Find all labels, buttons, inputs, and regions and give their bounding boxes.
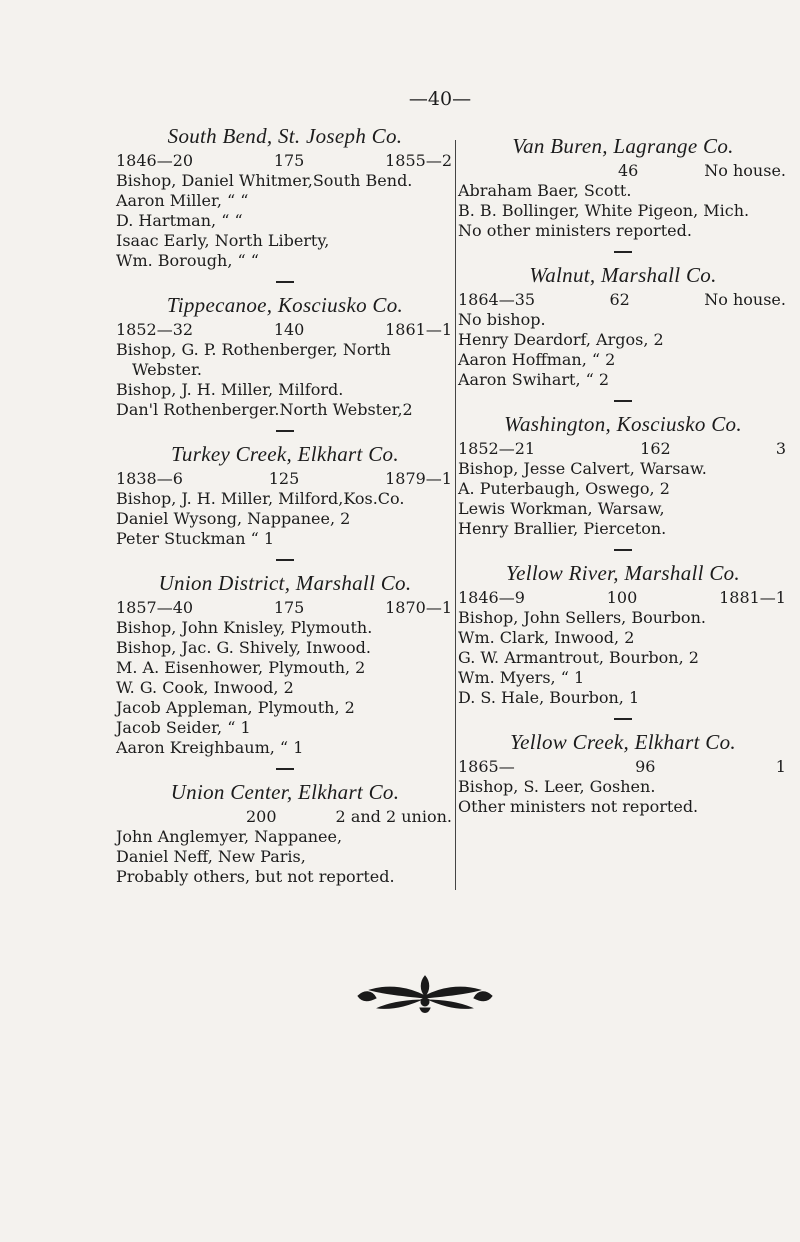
section-title: Union Center, Elkhart Co. xyxy=(170,780,400,804)
stat-founded: 1864—35 xyxy=(458,290,536,309)
minister-line: Bishop, Jesse Calvert, Warsaw. xyxy=(458,459,707,478)
minister-line: Dan'l Rothenberger.North Webster,2 xyxy=(116,400,413,419)
section-title: Yellow River, Marshall Co. xyxy=(506,561,740,585)
minister-line: Bishop, Jac. G. Shively, Inwood. xyxy=(116,638,371,657)
section-rule xyxy=(614,549,632,551)
minister-line: Other ministers not reported. xyxy=(458,797,699,816)
congregation-union-center xyxy=(116,780,454,887)
congregation-union-district xyxy=(116,571,454,758)
stat-founded: 1838—6 xyxy=(116,469,183,488)
section-title: Yellow Creek, Elkhart Co. xyxy=(510,730,736,754)
minister-line: Lewis Workman, Warsaw, xyxy=(458,499,665,518)
minister-line: Isaac Early, North Liberty, xyxy=(116,231,330,250)
section-stats xyxy=(458,439,788,459)
section-stats xyxy=(458,588,788,608)
section-rule xyxy=(276,430,294,432)
minister-line: No bishop. xyxy=(458,310,546,329)
minister-line: Aaron Swihart, “ 2 xyxy=(458,370,610,389)
minister-line: M. A. Eisenhower, Plymouth, 2 xyxy=(116,658,366,677)
section-rule xyxy=(276,281,294,283)
stat-members: 162 xyxy=(640,439,671,458)
minister-line: No other ministers reported. xyxy=(458,221,692,240)
stat-founded: 1846—20 xyxy=(116,151,194,170)
congregation-south-bend xyxy=(116,124,454,271)
stat-members: 175 xyxy=(273,151,305,170)
congregation-washington xyxy=(458,412,788,539)
section-stats xyxy=(116,151,454,171)
minister-line: Jacob Seider, “ 1 xyxy=(116,718,251,737)
section-stats xyxy=(458,290,788,310)
stat-members: 175 xyxy=(273,598,305,617)
minister-line: W. G. Cook, Inwood, 2 xyxy=(116,678,294,697)
stat-members: 62 xyxy=(609,290,630,309)
stat-houses: 1 xyxy=(775,757,786,776)
minister-line: John Anglemyer, Nappanee, xyxy=(116,827,343,846)
minister-line: Henry Deardorf, Argos, 2 xyxy=(458,330,664,349)
section-title: Tippecanoe, Kosciusko Co. xyxy=(166,293,404,317)
section-stats xyxy=(116,807,454,827)
section-title: South Bend, St. Joseph Co. xyxy=(167,124,403,148)
minister-line: A. Puterbaugh, Oswego, 2 xyxy=(458,479,670,498)
section-title: Van Buren, Lagrange Co. xyxy=(512,134,734,158)
stat-houses: 1870—1 xyxy=(385,598,452,617)
left-column xyxy=(116,124,454,897)
minister-line: Aaron Kreighbaum, “ 1 xyxy=(116,738,304,757)
minister-line: Abraham Baer, Scott. xyxy=(458,181,632,200)
minister-line: Wm. Borough, “ “ xyxy=(116,251,259,270)
stat-founded: 1865— xyxy=(458,757,515,776)
stat-houses: 1879—1 xyxy=(385,469,452,488)
section-rule xyxy=(614,251,632,253)
section-title: Union District, Marshall Co. xyxy=(158,571,412,595)
minister-line: Bishop, John Knisley, Plymouth. xyxy=(116,618,373,637)
stat-houses: 3 xyxy=(775,439,786,458)
stat-members: 100 xyxy=(606,588,638,607)
minister-line: Peter Stuckman “ 1 xyxy=(116,529,275,548)
minister-line: Daniel Neff, New Paris, xyxy=(116,847,306,866)
minister-line: Webster. xyxy=(132,360,202,379)
section-stats xyxy=(458,757,788,777)
stat-founded: 1846—9 xyxy=(458,588,525,607)
minister-line: Aaron Miller, “ “ xyxy=(116,191,249,210)
stat-members: 140 xyxy=(273,320,305,339)
section-rule xyxy=(614,718,632,720)
minister-line: Bishop, J. H. Miller, Milford,Kos.Co. xyxy=(116,489,405,508)
section-stats xyxy=(458,161,788,181)
section-rule xyxy=(614,400,632,402)
congregation-walnut xyxy=(458,263,788,390)
stat-houses: 2 and 2 union. xyxy=(335,807,452,826)
minister-line: Bishop, J. H. Miller, Milford. xyxy=(116,380,344,399)
minister-line: Aaron Hoffman, “ 2 xyxy=(458,350,616,369)
minister-line: Bishop, Daniel Whitmer,South Bend. xyxy=(116,171,413,190)
page-number: —40— xyxy=(408,88,472,110)
floral-ornament-icon xyxy=(350,968,500,1018)
stat-members: 96 xyxy=(635,757,656,776)
minister-line: G. W. Armantrout, Bourbon, 2 xyxy=(458,648,699,667)
minister-line: Bishop, S. Leer, Goshen. xyxy=(458,777,656,796)
congregation-turkey-creek xyxy=(116,442,454,549)
stat-houses: No house. xyxy=(704,161,786,180)
minister-line: Henry Brallier, Pierceton. xyxy=(458,519,667,538)
congregation-yellow-river xyxy=(458,561,788,708)
section-title: Walnut, Marshall Co. xyxy=(529,263,717,287)
column-divider xyxy=(455,140,456,890)
stat-houses: 1861—1 xyxy=(385,320,452,339)
minister-line: D. Hartman, “ “ xyxy=(116,211,243,230)
stat-members: 46 xyxy=(618,161,639,180)
stat-members: 200 xyxy=(246,807,277,826)
congregation-van-buren xyxy=(458,134,788,241)
section-stats xyxy=(116,469,454,489)
section-title: Turkey Creek, Elkhart Co. xyxy=(171,442,399,466)
minister-line: D. S. Hale, Bourbon, 1 xyxy=(458,688,640,707)
minister-line: Bishop, John Sellers, Bourbon. xyxy=(458,608,706,627)
section-rule xyxy=(276,768,294,770)
stat-houses: No house. xyxy=(704,290,786,309)
congregation-tippecanoe xyxy=(116,293,454,420)
congregation-yellow-creek xyxy=(458,730,788,817)
stat-members: 125 xyxy=(268,469,300,488)
minister-line: Jacob Appleman, Plymouth, 2 xyxy=(116,698,355,717)
stat-houses: 1855—2 xyxy=(385,151,452,170)
minister-line: B. B. Bollinger, White Pigeon, Mich. xyxy=(458,201,750,220)
stat-founded: 1852—32 xyxy=(116,320,194,339)
minister-line: Probably others, but not reported. xyxy=(116,867,395,886)
stat-houses: 1881—1 xyxy=(719,588,786,607)
section-rule xyxy=(276,559,294,561)
stat-founded: 1857—40 xyxy=(116,598,194,617)
stat-founded: 1852—21 xyxy=(458,439,536,458)
section-title: Washington, Kosciusko Co. xyxy=(504,412,742,436)
minister-line: Bishop, G. P. Rothenberger, North xyxy=(116,340,391,359)
section-stats xyxy=(116,598,454,618)
section-stats xyxy=(116,320,454,340)
minister-line: Wm. Myers, “ 1 xyxy=(458,668,585,687)
right-column xyxy=(458,124,788,827)
minister-line: Daniel Wysong, Nappanee, 2 xyxy=(116,509,351,528)
minister-line: Wm. Clark, Inwood, 2 xyxy=(458,628,635,647)
